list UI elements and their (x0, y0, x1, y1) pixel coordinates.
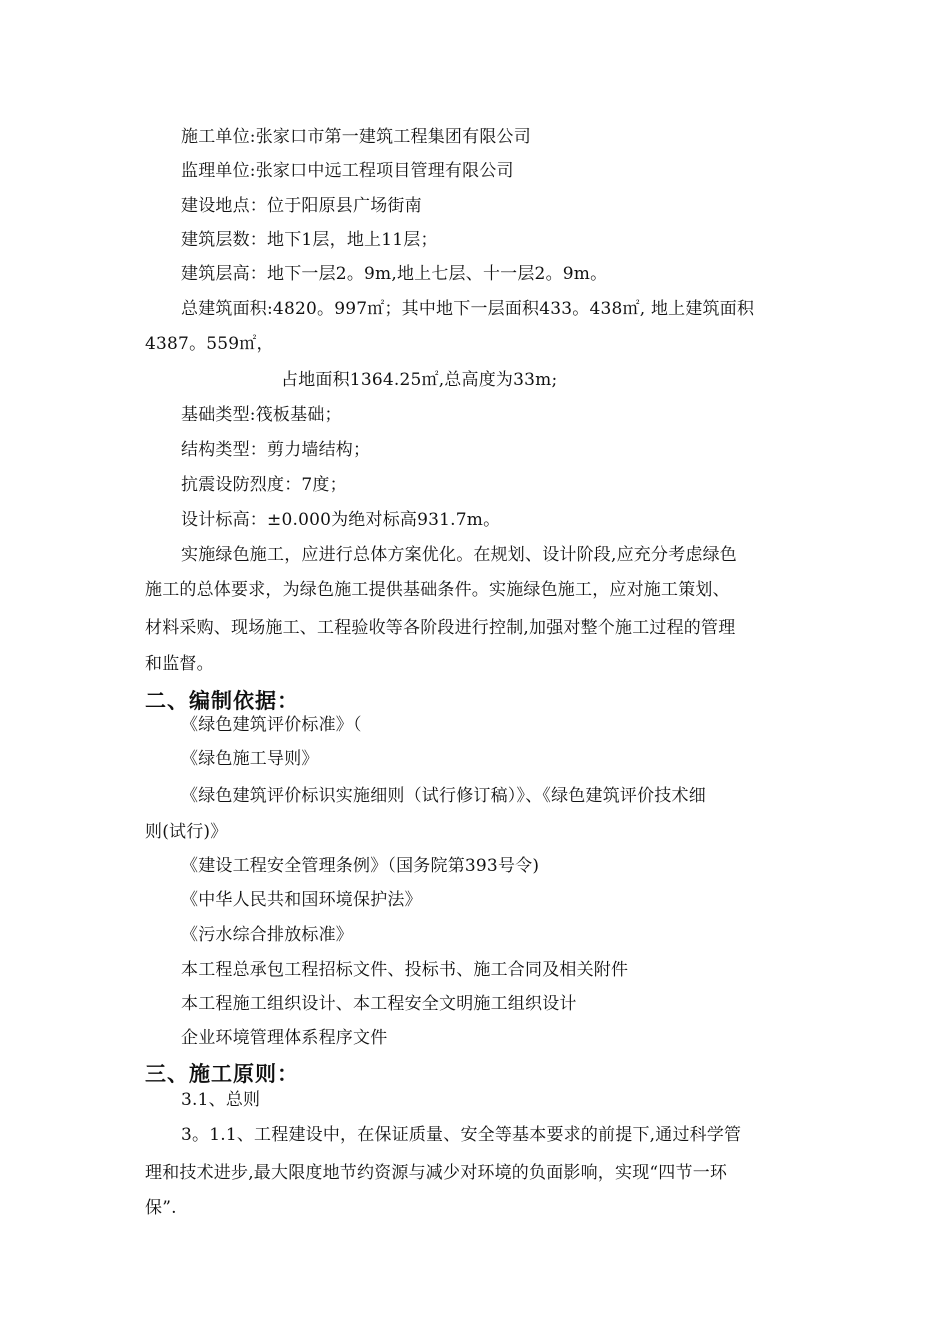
section-3-subheading: 3.1、总则 (181, 1090, 261, 1110)
total-area-line-2: 4387。559㎡， (145, 334, 274, 354)
principle-para-line-2: 理和技术进步,最大限度地节约资源与减少对环境的负面影响，实现“四节一环 (145, 1163, 728, 1183)
green-paragraph-line-2: 施工的总体要求，为绿色施工提供基础条件。实施绿色施工，应对施工策划、 (145, 580, 730, 600)
green-paragraph-line-3: 材料采购、现场施工、工程验收等各阶段进行控制,加强对整个施工过程的管理 (145, 618, 736, 638)
section-2-heading: 二、编制依据： (145, 689, 299, 713)
principle-para-line-1: 3。1.1、工程建设中，在保证质量、安全等基本要求的前提下,通过科学管 (181, 1125, 742, 1145)
construction-unit-line: 施工单位:张家口市第一建筑工程集团有限公司 (181, 127, 531, 147)
basis-item-9: 企业环境管理体系程序文件 (181, 1028, 388, 1048)
section-3-heading: 三、施工原则： (145, 1062, 299, 1086)
basis-item-4: 《建设工程安全管理条例》（国务院第393号令) (181, 856, 540, 876)
total-area-line-1: 总建筑面积:4820。997㎡；其中地下一层面积433。438㎡, 地上建筑面积 (181, 299, 755, 319)
basis-item-6: 《污水综合排放标准》 (181, 925, 353, 945)
green-paragraph-line-4: 和监督。 (145, 654, 214, 674)
basis-item-7: 本工程总承包工程招标文件、投标书、施工合同及相关附件 (181, 960, 629, 980)
supervision-unit-line: 监理单位:张家口中远工程项目管理有限公司 (181, 161, 514, 181)
floors-line: 建筑层数：地下1层，地上11层； (181, 230, 438, 250)
structure-line: 结构类型：剪力墙结构； (181, 440, 371, 460)
land-area-line: 占地面积1364.25㎡,总高度为33m; (281, 370, 558, 390)
principle-para-line-3: 保”. (145, 1198, 177, 1218)
floor-height-line: 建筑层高：地下一层2。9m,地上七层、十一层2。9m。 (181, 264, 608, 284)
site-line: 建设地点：位于阳原县广场街南 (181, 196, 422, 216)
seismic-line: 抗震设防烈度：7度； (181, 475, 347, 495)
basis-item-3-line-2: 则(试行)》 (145, 822, 228, 842)
green-paragraph-line-1: 实施绿色施工，应进行总体方案优化。在规划、设计阶段,应充分考虑绿色 (181, 545, 738, 565)
elevation-line: 设计标高：±0.000为绝对标高931.7m。 (181, 510, 501, 530)
basis-item-3-line-1: 《绿色建筑评价标识实施细则（试行修订稿）》、《绿色建筑评价技术细 (181, 786, 706, 806)
basis-item-5: 《中华人民共和国环境保护法》 (181, 890, 422, 910)
foundation-line: 基础类型:筏板基础； (181, 405, 342, 425)
basis-item-1: 《绿色建筑评价标准》（ (181, 715, 362, 735)
basis-item-2: 《绿色施工导则》 (181, 749, 319, 769)
basis-item-8: 本工程施工组织设计、本工程安全文明施工组织设计 (181, 994, 577, 1014)
